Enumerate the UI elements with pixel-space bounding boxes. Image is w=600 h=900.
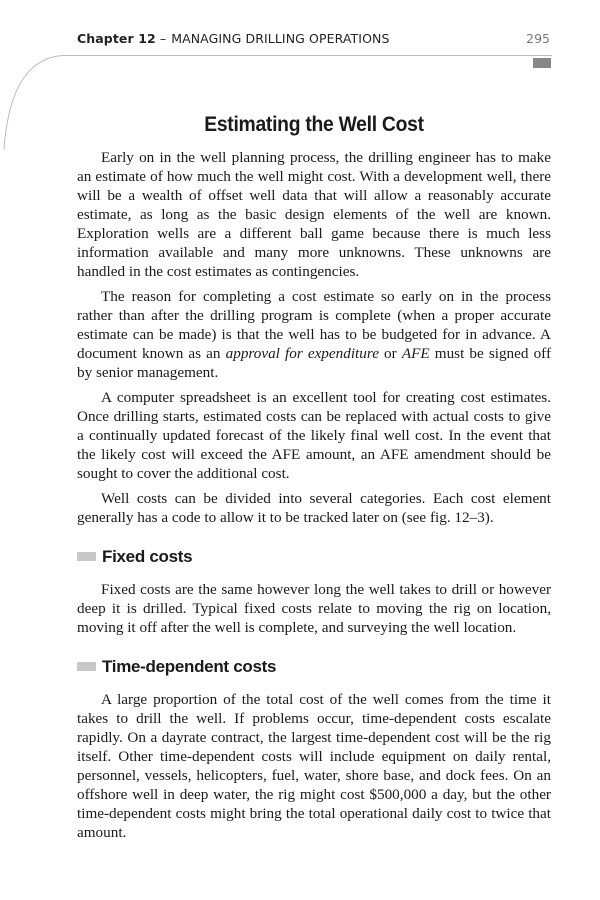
running-head bbox=[77, 31, 390, 46]
paragraph: Fixed costs are the same however long the well takes to drill or however deep it is drilled. Typical fixed costs relate to moving the rig on location, moving it off after the well is complete, and surveying the well location. bbox=[77, 581, 551, 636]
heading-bar-icon bbox=[77, 662, 96, 671]
paragraph-text: The reason for completing a cost estimate so early on in the process rather than after the drilling program is complete (when a proper accurate estimate can be made) is that the well has to be budgeted for in advance. A document known as an bbox=[77, 288, 551, 362]
emphasis-term: approval for expenditure bbox=[225, 345, 379, 362]
section-title: Estimating the Well Cost bbox=[204, 113, 424, 136]
header-rule bbox=[62, 55, 552, 56]
paragraph bbox=[77, 287, 551, 382]
subsection-title: Time-dependent costs bbox=[102, 657, 277, 676]
page-body bbox=[77, 112, 551, 848]
decorative-corner-tab bbox=[533, 58, 551, 68]
subsection-heading bbox=[77, 657, 551, 676]
paragraph-text: or bbox=[378, 345, 402, 362]
emphasis-term: AFE bbox=[401, 345, 430, 362]
heading-bar-icon bbox=[77, 552, 96, 561]
paragraph: Early on in the well planning process, the drilling engineer has to make an estimate of how much the well might cost. With a development well, there will be a wealth of offset well data that will allow a reasonably accurate estimate, as long as the basic design elements of the well are known. Exploration wells are a different ball game because there is much less information available and many more unknowns. These unknowns are handled in the cost estimates as contingencies. bbox=[77, 149, 551, 280]
paragraph: A large proportion of the total cost of the well comes from the time it takes to drill the well. If problems occur, time-dependent costs escalate rapidly. On a dayrate contract, the largest time-dependent cost will be the rig itself. Other time-dependent costs will include equipment on daily rental, personnel, vessels, helicopters, fuel, water, shore base, and dock fees. On an offshore well in deep water, the rig might cost $500,000 a day, but the other time-dependent costs might bring the total operational daily cost to twice that amount. bbox=[77, 691, 551, 841]
chapter-number: Chapter 12 bbox=[77, 31, 156, 46]
header-separator: – bbox=[159, 31, 167, 46]
subsection-heading bbox=[77, 547, 551, 566]
paragraph: A computer spreadsheet is an excellent tool for creating cost estimates. Once drilling starts, estimated costs can be replaced with actual costs to give a continually updated forecast of the likely final well cost. In the event that the likely cost will exceed the AFE amount, an AFE amendment should be sought to cover the additional cost. bbox=[77, 389, 551, 482]
chapter-title: MANAGING DRILLING OPERATIONS bbox=[171, 31, 390, 46]
paragraph: Well costs can be divided into several categories. Each cost element generally has a code to allow it to be tracked later on (see fig. 12–3). bbox=[77, 490, 551, 526]
page-number: 295 bbox=[526, 31, 550, 46]
paragraph-text: must be signed off by senior management. bbox=[77, 345, 552, 381]
subsection-title: Fixed costs bbox=[102, 547, 193, 566]
